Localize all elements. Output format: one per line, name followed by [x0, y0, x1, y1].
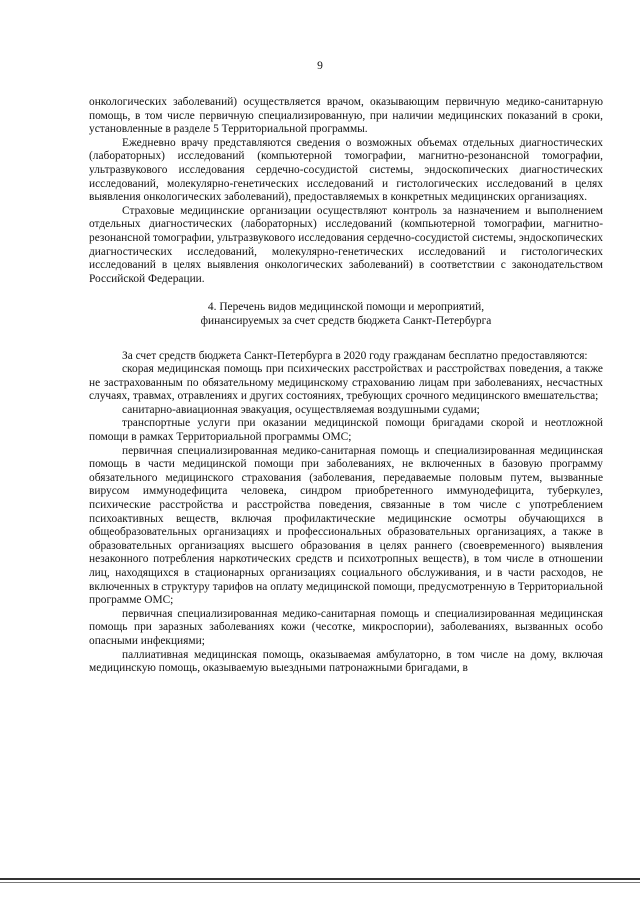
list-item: первичная специализированная медико-санитарная помощь и специализированная медицинская помощь при заразных заболеваниях кожи (чесотке, микроспории), заболеваниях, вызванных особо опасными инфекциями;: [89, 607, 603, 647]
paragraph: За счет средств бюджета Санкт-Петербурга в 2020 году гражданам бесплатно предоставляются:: [122, 349, 588, 362]
section-heading-line: финансируемых за счет средств бюджета Санкт-Петербурга: [200, 314, 492, 327]
list-item: паллиативная медицинская помощь, оказываемая амбулаторно, в том числе на дому, включая медицинскую помощь, оказываемую выездными патронажными бригадами, в: [89, 648, 603, 675]
document-body: [89, 96, 603, 676]
bottom-border-line: [0, 882, 640, 883]
paragraph: Ежедневно врачу представляются сведения о возможных объемах отдельных диагностических (лабораторных) исследований (компьютерной томографии, магнитно-резонансной томографии, ультразвукового исследования сердечно-сосудистой системы, эндоскопических диагностических исследований, молекулярно-генетических исследований и гистологических исследований в целях выявления онкологических заболеваний), предоставляемых в конкретных медицинских организациях.: [89, 136, 603, 204]
paragraph: Страховые медицинские организации осуществляют контроль за назначением и выполнением отдельных диагностических (лабораторных) исследований (компьютерной томографии, магнитно-резонансной томографии, ультразвукового исследования сердечно-сосудистой системы, эндоскопических диагностических исследований, молекулярно-генетических исследований и гистологических исследований в целях выявления онкологических заболеваний) в соответствии с законодательством Российской Федерации.: [89, 204, 603, 285]
list-item: первичная специализированная медико-санитарная помощь и специализированная медицинская помощь в части медицинской помощи при заболеваниях, не включенных в базовую программу обязательного медицинского страхования (заболевания, передаваемые половым путем, вызванные вирусом иммунодефицита человека, синдром приобретенного иммунодефицита, туберкулез, психические расстройства и расстройства поведения, связанные в том числе с употреблением психоактивных веществ, включая профилактические медицинские осмотры обучающихся в общеобразовательных организациях и профессиональных образовательных организациях, а также в образовательных организациях высшего образования в целях раннего (своевременного) выявления незаконного потребления наркотических средств и психотропных веществ), в том числе в отношении лиц, находящихся в стационарных организациях социального обслуживания, и в части расходов, не включенных в структуру тарифов на оплату медицинской помощи, предусмотренную в Территориальной программе ОМС;: [89, 444, 603, 607]
list-item: скорая медицинская помощь при психических расстройствах и расстройствах поведения, а также не застрахованным по обязательному медицинскому страхованию лицам при заболеваниях, несчастных случаях, травмах, отравлениях и других состояниях, требующих срочного медицинского вмешательства;: [89, 363, 603, 403]
paragraph: онкологических заболеваний) осуществляется врачом, оказывающим первичную медико-санитарную помощь, в том числе первичную специализированную, при наличии медицинских показаний в сроки, установленные в разделе 5 Территориальной программы.: [89, 96, 603, 136]
list-item: транспортные услуги при оказании медицинской помощи бригадами скорой и неотложной помощи в рамках Территориальной программы ОМС;: [89, 417, 603, 444]
page-number: 9: [317, 60, 323, 72]
section-heading: [89, 301, 603, 328]
list-item: санитарно-авиационная эвакуация, осуществляемая воздушными судами;: [122, 403, 480, 416]
bottom-border-line: [0, 878, 640, 880]
section-heading-line: 4. Перечень видов медицинской помощи и мероприятий,: [207, 301, 485, 314]
